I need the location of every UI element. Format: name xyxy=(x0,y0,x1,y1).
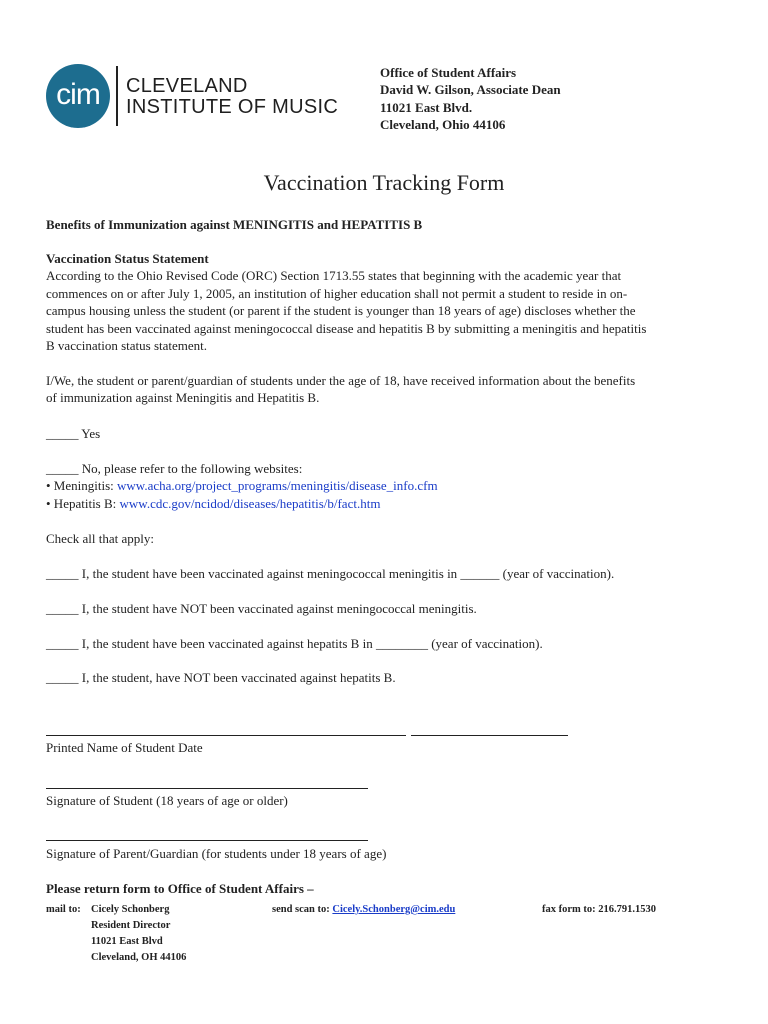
checklist-item[interactable]: _____ I, the student, have NOT been vaccinated against hepatits B. xyxy=(46,670,396,685)
printed-name-label: Printed Name of Student Date xyxy=(46,740,203,755)
student-signature-line[interactable] xyxy=(46,788,368,789)
checklist-item[interactable]: _____ I, the student have been vaccinated against hepatits B in ________ (year of vaccination). xyxy=(46,636,543,651)
logo-line-1: CLEVELAND xyxy=(126,75,248,97)
paragraph-line: According to the Ohio Revised Code (ORC) Section 1713.55 states that beginning with the academic year that xyxy=(46,268,622,284)
fax-number: 216.791.1530 xyxy=(598,904,657,915)
website-label: • Meningitis: xyxy=(46,478,117,494)
date-line[interactable] xyxy=(411,735,568,736)
paragraph-line: student has been vaccinated against meningococcal disease and hepatitis B by submitting a meningitis and hepatitis xyxy=(46,320,647,336)
logo-initials: cim xyxy=(56,78,100,111)
fax-label: fax form to: xyxy=(542,904,596,915)
checklist-item[interactable]: _____ I, the student have been vaccinated against meningococcal meningitis in ______ (year of vaccination). xyxy=(46,566,615,581)
hepatitis-link[interactable]: www.cdc.gov/ncidod/diseases/hepatitis/b/fact.htm xyxy=(119,495,381,511)
paragraph-line: campus housing unless the student (or parent if the student is younger than 18 years of age) discloses whether the xyxy=(46,303,636,319)
paragraph-line: commences on or after July 1, 2005, an institution of higher education shall not permit a student to reside in on- xyxy=(46,285,628,301)
mail-line: Resident Director xyxy=(91,920,171,931)
logo-line-2: INSTITUTE OF MUSIC xyxy=(126,96,339,118)
student-signature-label: Signature of Student (18 years of age or older) xyxy=(46,793,288,808)
scan-block xyxy=(272,902,455,918)
mail-address xyxy=(91,902,186,966)
mail-line: Cleveland, OH 44106 xyxy=(91,952,187,963)
option-yes[interactable]: _____ Yes xyxy=(46,426,101,441)
check-all-label: Check all that apply: xyxy=(46,531,154,546)
address-line: David W. Gilson, Associate Dean xyxy=(380,82,561,98)
return-heading: Please return form to Office of Student Affairs – xyxy=(46,881,314,896)
fax-block xyxy=(542,902,656,918)
scan-label: send scan to: xyxy=(272,904,330,915)
address-line: 11021 East Blvd. xyxy=(380,99,473,115)
mail-line: 11021 East Blvd xyxy=(91,936,163,947)
website-meningitis xyxy=(46,477,438,494)
address-line: Office of Student Affairs xyxy=(380,65,517,80)
mail-line: Cicely Schonberg xyxy=(91,904,170,915)
scan-email-link[interactable]: Cicely.Schonberg@cim.edu xyxy=(332,904,456,915)
checklist-item[interactable]: _____ I, the student have NOT been vaccinated against meningococcal meningitis. xyxy=(46,601,477,616)
status-heading: Vaccination Status Statement xyxy=(46,251,209,266)
page-title: Vaccination Tracking Form xyxy=(263,170,505,195)
paragraph-line: I/We, the student or parent/guardian of students under the age of 18, have received information about the benefits xyxy=(46,373,636,388)
address-block xyxy=(380,64,561,134)
option-no-block xyxy=(46,460,438,512)
parent-signature-label: Signature of Parent/Guardian (for students under 18 years of age) xyxy=(46,846,387,861)
website-label: • Hepatitis B: xyxy=(46,495,120,511)
paragraph-line: of immunization against Meningitis and Hepatitis B. xyxy=(46,390,320,406)
option-no[interactable]: _____ No, please refer to the following websites: xyxy=(46,461,303,476)
paragraph-line: B vaccination status statement. xyxy=(46,338,208,354)
address-line: Cleveland, Ohio 44106 xyxy=(380,117,506,133)
acknowledgement-paragraph xyxy=(46,372,635,407)
mail-label: mail to: xyxy=(46,904,81,915)
meningitis-link[interactable]: www.acha.org/project_programs/meningitis/disease_info.cfm xyxy=(117,478,438,494)
parent-signature-line[interactable] xyxy=(46,840,368,841)
benefits-heading: Benefits of Immunization against MENINGITIS and HEPATITIS B xyxy=(46,217,423,232)
logo-divider xyxy=(116,66,118,126)
printed-name-line[interactable] xyxy=(46,735,406,736)
website-hepatitis xyxy=(46,495,438,512)
status-section xyxy=(46,250,646,354)
